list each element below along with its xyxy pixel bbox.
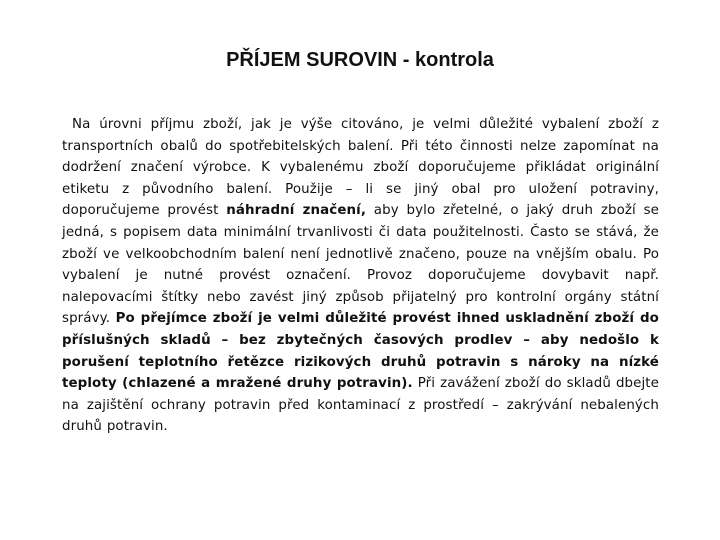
- paragraph-text-part-3: Při zavážení zboží do skladů dbejte na zajištění ochrany potravin před kontaminací z prostředí – zakrývání nebalených druhů potravin.: [62, 376, 659, 435]
- paragraph-bold-replacement-labeling: náhradní značení,: [226, 203, 367, 219]
- paragraph-text-part-1: Na úrovni příjmu zboží, jak je výše citováno, je velmi důležité vybalení zboží z transportních obalů do spotřebitelských balení. Při této činnosti nelze zapomínat na dodržení značení výrobce. K vybalenému zboží doporučujeme přikládat originální etiketu z původního balení. Použije – li se jiný obal pro uložení potraviny, doporučujeme provést: [62, 117, 659, 219]
- body-paragraph: [62, 114, 659, 438]
- slide-title: PŘÍJEM SUROVIN - kontrola: [226, 49, 494, 71]
- paragraph-text-part-2: aby bylo zřetelné, o jaký druh zboží se jedná, s popisem data minimální trvanlivosti či data použitelnosti. Často se stává, že zboží ve velkoobchodním balení není jednotlivě značeno, pouze na vnějším obalu. Po vybalení je nutné provést označení. Provoz doporučujeme dovybavit např. nalepovacími štítky nebo zavést jiný způsob přijatelný pro kontrolní orgány státní správy.: [62, 203, 659, 327]
- paragraph-bold-storage-warning: Po přejímce zboží je velmi důležité provést ihned uskladnění zboží do příslušných skladů – bez zbytečných časových prodlev – aby nedošlo k porušení teplotního řetězce rizikových druhů potravin s nároky na nízké teploty (chlazené a mražené druhy potravin).: [62, 311, 659, 392]
